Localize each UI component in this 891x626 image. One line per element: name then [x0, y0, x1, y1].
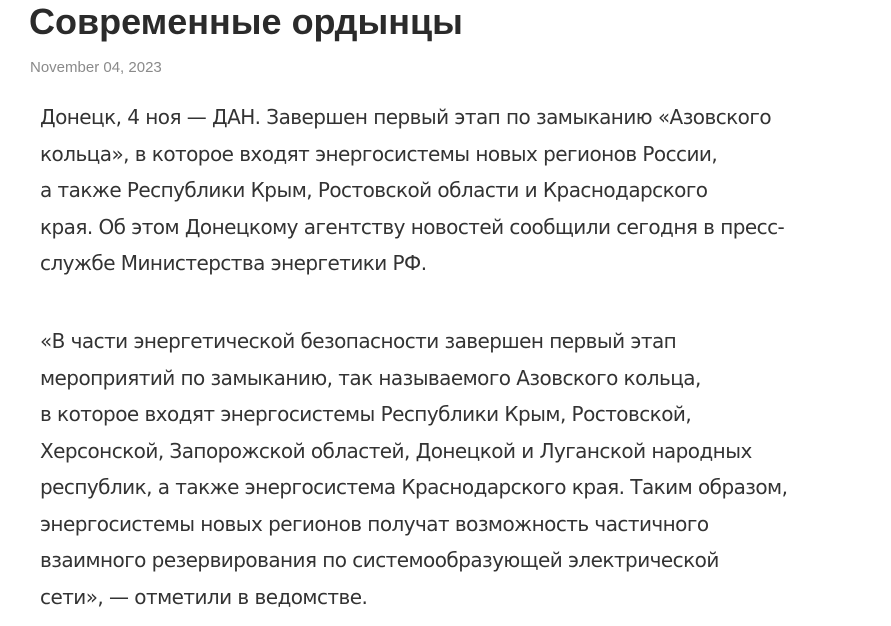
- publication-date: November 04, 2023: [30, 59, 162, 76]
- paragraph-line: мероприятий по замыканию, так называемого Азовского кольца,: [40, 365, 701, 390]
- paragraph-line: республик, а также энергосистема Краснодарского края. Таким образом,: [40, 475, 788, 499]
- paragraph-line: сети», — отметили в ведомстве.: [40, 584, 368, 609]
- paragraph-line: взаимного резервирования по системообразующей электрической: [40, 548, 719, 572]
- paragraph-line: а также Республики Крым, Ростовской области и Краснодарского: [40, 178, 708, 202]
- paragraph-line: кольца», в которое входят энергосистемы новых регионов России,: [40, 141, 718, 166]
- paragraph-line: Херсонской, Запорожской областей, Донецкой и Луганской народных: [40, 438, 752, 463]
- article-title: Современные ордынцы: [29, 1, 463, 42]
- paragraph-line: энергосистемы новых регионов получат возможность частичного: [40, 511, 709, 536]
- paragraph-line: края. Об этом Донецкому агентству новостей сообщили сегодня в пресс-: [40, 214, 785, 239]
- article-paragraph-1: [40, 99, 890, 282]
- article-paragraph-2: [40, 323, 890, 615]
- paragraph-line: службе Министерства энергетики РФ.: [40, 251, 427, 275]
- paragraph-line: «В части энергетической безопасности завершен первый этап: [40, 329, 677, 353]
- paragraph-line: Донецк, 4 ноя — ДАН. Завершен первый этап по замыканию «Азовского: [40, 105, 772, 129]
- paragraph-line: в которое входят энергосистемы Республики Крым, Ростовской,: [40, 402, 692, 426]
